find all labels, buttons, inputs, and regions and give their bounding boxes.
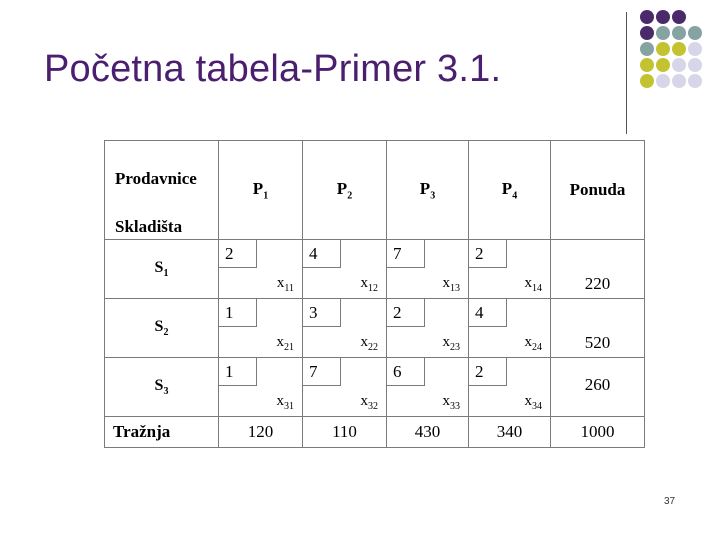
demand-value-p1: 120 bbox=[219, 417, 303, 448]
decorative-dot bbox=[640, 74, 654, 88]
decorative-dot bbox=[656, 42, 670, 56]
demand-row bbox=[105, 417, 645, 448]
variable-label: $x_{34}$ bbox=[524, 393, 542, 412]
cost-value: 4 bbox=[475, 303, 484, 322]
corner-header-cell bbox=[105, 141, 219, 240]
demand-value-p4: 340 bbox=[469, 417, 551, 448]
demand-value-p3: 430 bbox=[387, 417, 469, 448]
variable-label: $x_{14}$ bbox=[524, 275, 542, 294]
transportation-table bbox=[104, 140, 645, 448]
variable-label: $x_{33}$ bbox=[442, 393, 460, 412]
decorative-dot bbox=[640, 58, 654, 72]
variable-label: $x_{13}$ bbox=[442, 275, 460, 294]
variable-label: $x_{12}$ bbox=[360, 275, 378, 294]
cost-value: 2 bbox=[475, 362, 484, 381]
cost-cell bbox=[387, 299, 469, 358]
slide-title: Početna tabela-Primer 3.1. bbox=[44, 48, 502, 90]
cost-cell bbox=[387, 240, 469, 299]
cost-cell bbox=[469, 299, 551, 358]
decorative-dot bbox=[640, 10, 654, 24]
column-header-p2: $P_2$ bbox=[303, 141, 387, 240]
cost-value: 1 bbox=[225, 362, 234, 381]
variable-label: $x_{32}$ bbox=[360, 393, 378, 412]
decorative-dot bbox=[672, 10, 686, 24]
page-number: 37 bbox=[664, 496, 676, 507]
decorative-dot bbox=[672, 74, 686, 88]
column-header-p3: $P_3$ bbox=[387, 141, 469, 240]
decorative-dot bbox=[672, 58, 686, 72]
cost-cell bbox=[303, 240, 387, 299]
cost-cell bbox=[303, 358, 387, 417]
demand-value-p2: 110 bbox=[303, 417, 387, 448]
variable-label: $x_{11}$ bbox=[276, 275, 294, 294]
table-row bbox=[105, 358, 645, 417]
column-header-p1: $P_1$ bbox=[219, 141, 303, 240]
supply-header: Ponuda bbox=[551, 141, 645, 240]
decorative-dot bbox=[656, 10, 670, 24]
decorative-dot bbox=[640, 26, 654, 40]
demand-label: Tražnja bbox=[105, 417, 219, 448]
cost-cell bbox=[219, 299, 303, 358]
title-divider-line bbox=[626, 12, 627, 134]
cost-value: 3 bbox=[309, 303, 318, 322]
decorative-dot bbox=[688, 74, 702, 88]
cost-value: 4 bbox=[309, 244, 318, 263]
variable-label: $x_{31}$ bbox=[276, 393, 294, 412]
decorative-dot bbox=[656, 26, 670, 40]
decorative-dot bbox=[672, 42, 686, 56]
row-label-s3: $S_3$ bbox=[105, 358, 219, 417]
cost-cell bbox=[469, 240, 551, 299]
decorative-dot bbox=[640, 42, 654, 56]
cost-value: 1 bbox=[225, 303, 234, 322]
variable-label: $x_{23}$ bbox=[442, 334, 460, 353]
cost-value: 2 bbox=[393, 303, 402, 322]
row-label-s2: $S_2$ bbox=[105, 299, 219, 358]
decorative-dot bbox=[688, 26, 702, 40]
supply-value-s1: 220 bbox=[551, 240, 645, 299]
cost-cell bbox=[219, 358, 303, 417]
column-header-p4: $P_4$ bbox=[469, 141, 551, 240]
cost-value: 2 bbox=[475, 244, 484, 263]
warehouses-label: Skladišta bbox=[115, 217, 183, 236]
variable-label: $x_{21}$ bbox=[276, 334, 294, 353]
decorative-dot bbox=[688, 42, 702, 56]
decorative-dot bbox=[688, 58, 702, 72]
cost-cell bbox=[387, 358, 469, 417]
cost-cell bbox=[303, 299, 387, 358]
cost-value: 7 bbox=[393, 244, 402, 263]
cost-cell bbox=[469, 358, 551, 417]
supply-value-s3: 260 bbox=[551, 358, 645, 417]
decorative-dot bbox=[656, 74, 670, 88]
variable-label: $x_{24}$ bbox=[524, 334, 542, 353]
supply-value-s2: 520 bbox=[551, 299, 645, 358]
cost-value: 2 bbox=[225, 244, 234, 263]
total-value: 1000 bbox=[551, 417, 645, 448]
row-label-s1: $S_1$ bbox=[105, 240, 219, 299]
cost-cell bbox=[219, 240, 303, 299]
table-row bbox=[105, 240, 645, 299]
variable-label: $x_{22}$ bbox=[360, 334, 378, 353]
stores-label: Prodavnice bbox=[115, 169, 197, 188]
cost-value: 7 bbox=[309, 362, 318, 381]
header-row bbox=[105, 141, 645, 240]
decorative-dot bbox=[656, 58, 670, 72]
cost-value: 6 bbox=[393, 362, 402, 381]
decorative-dot bbox=[672, 26, 686, 40]
table-row bbox=[105, 299, 645, 358]
